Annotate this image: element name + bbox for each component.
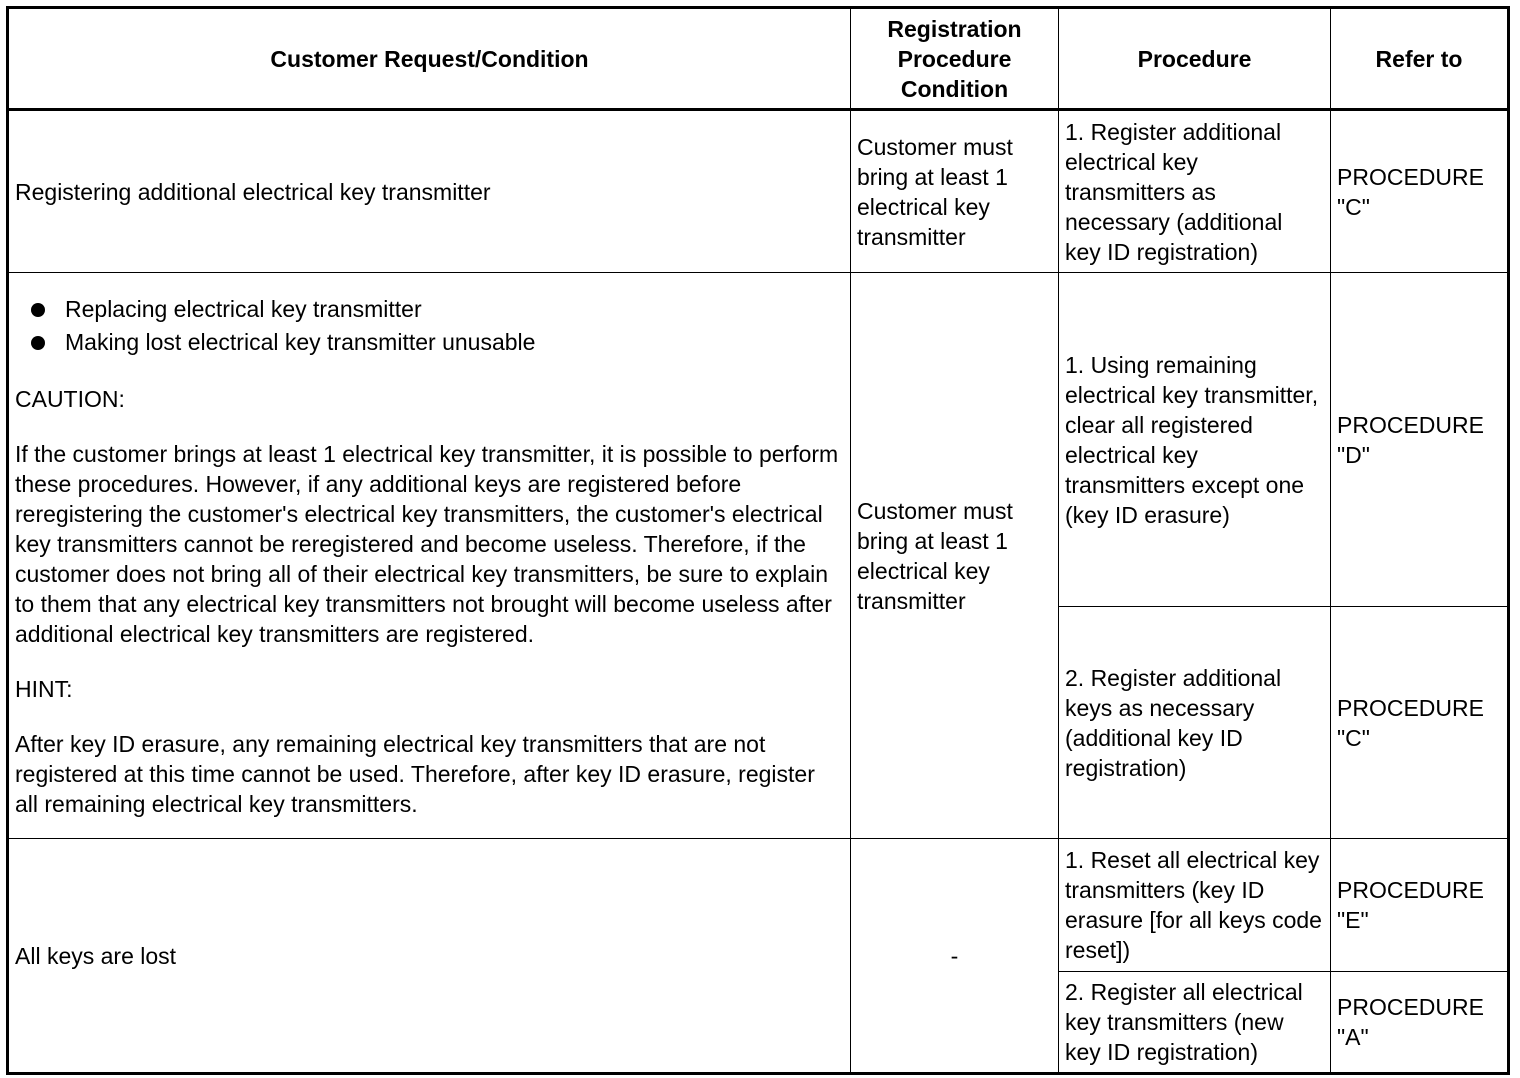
table-header-row [8, 8, 1509, 110]
header-customer-request: Customer Request/Condition [8, 8, 851, 110]
refer-to-cell: PROCEDURE "D" [1331, 273, 1509, 607]
procedure-cell: 1. Register additional electrical key transmitters as necessary (additional key ID registration) [1059, 110, 1331, 273]
procedure-cell: 2. Register all electrical key transmitters (new key ID registration) [1059, 972, 1331, 1074]
customer-condition-cell: All keys are lost [8, 839, 851, 1074]
bullet-text: Replacing electrical key transmitter [65, 295, 422, 322]
key-registration-table [6, 6, 1510, 1075]
customer-condition-cell: Registering additional electrical key transmitter [8, 110, 851, 273]
header-registration-condition: Registration Procedure Condition [851, 8, 1059, 110]
refer-to-cell: PROCEDURE "C" [1331, 607, 1509, 839]
registration-condition-cell: Customer must bring at least 1 electrical key transmitter [851, 110, 1059, 273]
hint-text: After key ID erasure, any remaining electrical key transmitters that are not registered at this time cannot be used. Therefore, after key ID erasure, register all remaining electrical key transmitters. [15, 730, 815, 817]
list-item [15, 293, 844, 326]
registration-condition-cell: - [851, 839, 1059, 1074]
bullet-icon [31, 303, 45, 317]
procedure-cell: 1. Reset all electrical key transmitters (key ID erasure [for all keys code reset]) [1059, 839, 1331, 972]
bullet-icon [31, 336, 45, 350]
table-row [8, 110, 1509, 273]
refer-to-cell: PROCEDURE "E" [1331, 839, 1509, 972]
table-row [8, 273, 1509, 607]
bullet-text: Making lost electrical key transmitter unusable [65, 328, 536, 355]
table-row [8, 839, 1509, 972]
caution-text: If the customer brings at least 1 electrical key transmitter, it is possible to perform these procedures. However, if any additional keys are registered before reregistering the customer's electrical key transmitters, the customer's electrical key transmitters cannot be reregistered and become useless. Therefore, if the customer does not bring all of their electrical key transmitters, be sure to explain to them that any electrical key transmitters not brought will become useless after additional electrical key transmitters are registered. [15, 440, 839, 647]
registration-condition-cell: Customer must bring at least 1 electrical key transmitter [851, 273, 1059, 839]
condition-bullet-list [15, 293, 844, 359]
list-item [15, 326, 844, 359]
header-procedure: Procedure [1059, 8, 1331, 110]
caution-label: CAUTION: [15, 385, 125, 412]
procedure-cell: 2. Register additional keys as necessary (additional key ID registration) [1059, 607, 1331, 839]
procedure-cell: 1. Using remaining electrical key transmitter, clear all registered electrical key transmitters except one (key ID erasure) [1059, 273, 1331, 607]
header-refer-to: Refer to [1331, 8, 1509, 110]
key-registration-table-sheet [6, 6, 1507, 1072]
hint-label: HINT: [15, 675, 73, 702]
refer-to-cell: PROCEDURE "C" [1331, 110, 1509, 273]
refer-to-cell: PROCEDURE "A" [1331, 972, 1509, 1074]
customer-condition-cell [8, 273, 851, 839]
